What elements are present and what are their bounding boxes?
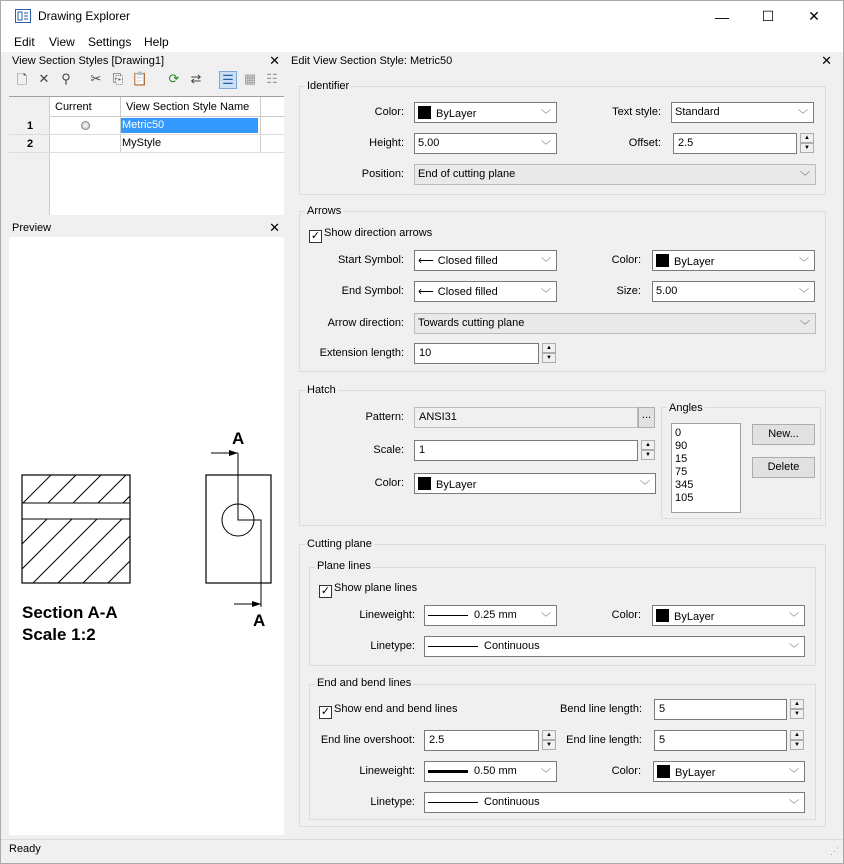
status-bar — [1, 839, 843, 863]
bend-line-length-spinner[interactable]: ▲ ▼ — [790, 699, 804, 720]
linetype-sample-icon — [428, 646, 478, 647]
size-select[interactable]: 5.00 ﹀ — [652, 281, 815, 302]
pattern-input[interactable]: ANSI31 — [414, 407, 638, 428]
chevron-down-icon: ﹀ — [541, 110, 551, 121]
status-text: Ready — [9, 843, 41, 855]
hatch-color-label: Color: — [374, 477, 404, 489]
plane-lines-label: Plane lines — [317, 560, 371, 572]
hatch-scale-label: Scale: — [373, 444, 404, 456]
cut-icon[interactable]: ✂ — [90, 71, 102, 86]
app-icon — [15, 9, 31, 23]
checkmark-icon: ✓ — [320, 585, 331, 597]
chevron-down-icon: ﹀ — [789, 800, 799, 811]
chevron-down-icon: ﹀ — [789, 613, 799, 624]
end-bend-lines-label: End and bend lines — [317, 677, 412, 689]
angles-list[interactable] — [671, 423, 741, 513]
hatch-color-select[interactable]: ByLayer ﹀ — [414, 473, 656, 494]
scale-caption: Scale 1:2 — [22, 625, 96, 644]
delete-icon[interactable]: ✕ — [38, 71, 50, 86]
start-symbol-select[interactable]: ⟵ Closed filled ﹀ — [414, 250, 557, 271]
edit-panel-title: Edit View Section Style: Metric50 — [291, 55, 453, 67]
table-row[interactable] — [9, 117, 284, 135]
pattern-label: Pattern: — [365, 411, 404, 423]
chevron-down-icon: ﹀ — [798, 110, 808, 121]
update-icon[interactable]: ⇄ — [190, 71, 202, 86]
hatch-scale-spinner[interactable]: ▲ ▼ — [641, 440, 655, 461]
new-style-icon[interactable]: 🗋 — [16, 72, 28, 87]
plane-lineweight-label: Lineweight: — [359, 609, 415, 621]
end-lineweight-select[interactable]: 0.50 mm ﹀ — [424, 761, 557, 782]
text-style-label: Text style: — [612, 106, 661, 118]
col-current-header[interactable]: Current — [55, 101, 92, 113]
current-indicator-icon[interactable] — [81, 121, 90, 130]
plane-color-label: Color: — [611, 609, 641, 621]
preview-panel-title: Preview — [12, 222, 52, 234]
menu-help[interactable]: Help — [144, 35, 169, 49]
checkmark-icon: ✓ — [310, 230, 321, 242]
set-current-icon[interactable]: ⟳ — [168, 71, 180, 86]
show-plane-lines-checkbox[interactable]: ✓ Show plane lines — [320, 582, 418, 597]
plane-color-select[interactable]: ByLayer ﹀ — [652, 605, 805, 626]
color-swatch-icon — [418, 106, 431, 119]
chevron-down-icon: ﹀ — [789, 644, 799, 655]
color-swatch-icon — [656, 609, 669, 622]
bend-line-length-input[interactable]: 5 — [654, 699, 787, 720]
hatch-scale-input[interactable]: 1 — [414, 440, 638, 461]
plane-linetype-label: Linetype: — [370, 640, 415, 652]
offset-spinner[interactable]: ▲ ▼ — [800, 133, 814, 154]
tree-view-icon[interactable]: ☷ — [266, 71, 278, 86]
col-name-header[interactable]: View Section Style Name — [126, 101, 250, 113]
offset-input[interactable]: 2.5 — [673, 133, 797, 154]
plane-lineweight-select[interactable]: 0.25 mm ﹀ — [424, 605, 557, 626]
end-lineweight-label: Lineweight: — [359, 765, 415, 777]
extension-length-label: Extension length: — [319, 347, 404, 359]
chevron-down-icon: ﹀ — [541, 289, 551, 300]
text-style-select[interactable]: Standard ﹀ — [671, 102, 814, 123]
section-marker-top: A — [232, 429, 245, 448]
end-line-length-label: End line length: — [566, 734, 642, 746]
lineweight-sample-icon — [428, 770, 468, 773]
chevron-down-icon: ﹀ — [541, 769, 551, 780]
height-select[interactable]: 5.00 ﹀ — [414, 133, 557, 154]
list-item[interactable]: 105 — [675, 492, 694, 504]
edit-panel-header — [288, 53, 836, 70]
new-angle-button[interactable]: New... — [752, 424, 815, 445]
chevron-down-icon: ﹀ — [799, 289, 809, 300]
menu-bar — [1, 32, 843, 52]
preview-canvas — [9, 237, 284, 835]
arrow-direction-select[interactable]: Towards cutting plane ﹀ — [414, 313, 816, 334]
row-header-column — [9, 97, 50, 215]
end-line-overshoot-input[interactable]: 2.5 — [424, 730, 539, 751]
end-linetype-select[interactable]: Continuous ﹀ — [424, 792, 805, 813]
color-swatch-icon — [657, 765, 670, 778]
table-row[interactable] — [9, 135, 284, 153]
edit-panel-close-icon[interactable]: ✕ — [821, 53, 832, 68]
offset-label: Offset: — [628, 137, 661, 149]
style-name-cell[interactable]: Metric50 — [121, 118, 258, 133]
end-line-length-spinner[interactable]: ▲ ▼ — [790, 730, 804, 751]
linetype-sample-icon — [428, 802, 478, 803]
cutting-plane-label: Cutting plane — [307, 538, 372, 550]
end-color-label: Color: — [611, 765, 641, 777]
list-item[interactable]: 345 — [675, 479, 694, 491]
show-direction-arrows-checkbox[interactable]: ✓ Show direction arrows — [310, 227, 433, 242]
styles-panel-close-icon[interactable]: ✕ — [269, 53, 280, 68]
resize-grip-icon[interactable]: ⋰ — [830, 846, 839, 856]
section-marker-bottom: A — [253, 611, 266, 630]
bend-line-length-label: Bend line length: — [560, 703, 642, 715]
copy-icon[interactable]: ⎘ — [112, 71, 124, 86]
purge-icon[interactable]: ⚲ — [61, 71, 71, 86]
chevron-down-icon: ﹀ — [541, 613, 551, 624]
end-color-select[interactable]: ByLayer ﹀ — [653, 761, 805, 782]
lineweight-sample-icon — [428, 615, 468, 616]
arrow-symbol-icon: ⟵ — [418, 286, 434, 298]
identifier-label: Identifier — [307, 80, 350, 92]
row-number: 2 — [27, 138, 34, 150]
style-name-cell[interactable]: MyStyle — [122, 137, 162, 149]
styles-grid — [9, 96, 284, 215]
menu-edit[interactable]: Edit — [14, 35, 35, 49]
chevron-down-icon: ﹀ — [541, 141, 551, 152]
section-caption: Section A-A — [22, 603, 118, 622]
show-end-bend-lines-checkbox[interactable]: ✓ Show end and bend lines — [320, 703, 458, 718]
styles-panel-title: View Section Styles [Drawing1] — [12, 55, 165, 67]
end-line-overshoot-label: End line overshoot: — [320, 734, 415, 746]
list-item[interactable]: 0 — [675, 427, 682, 439]
extension-length-spinner[interactable]: ▲ ▼ — [542, 343, 556, 364]
chevron-down-icon: ﹀ — [640, 481, 650, 492]
chevron-down-icon: ﹀ — [541, 258, 551, 269]
arrow-color-select[interactable]: ByLayer ﹀ — [652, 250, 815, 271]
height-label: Height: — [369, 137, 404, 149]
chevron-down-icon: ﹀ — [789, 769, 799, 780]
checkmark-icon: ✓ — [320, 706, 331, 718]
id-color-select[interactable]: ByLayer ﹀ — [414, 102, 557, 123]
end-line-overshoot-spinner[interactable]: ▲ ▼ — [542, 730, 556, 751]
paste-icon[interactable]: 📋 — [131, 71, 149, 86]
title-bar — [1, 1, 843, 32]
delete-angle-button[interactable]: Delete — [752, 457, 815, 478]
arrow-color-label: Color: — [611, 254, 641, 266]
end-symbol-select[interactable]: ⟵ Closed filled ﹀ — [414, 281, 557, 302]
minimize-button[interactable]: — — [715, 8, 729, 25]
arrow-symbol-icon: ⟵ — [418, 255, 434, 267]
start-symbol-label: Start Symbol: — [337, 254, 404, 266]
list-item[interactable]: 75 — [675, 466, 688, 478]
angles-label: Angles — [669, 402, 703, 414]
size-label: Size: — [616, 285, 641, 297]
hatch-label: Hatch — [307, 384, 336, 396]
id-color-label: Color: — [374, 106, 404, 118]
extension-length-input[interactable]: 10 — [414, 343, 539, 364]
browse-pattern-button[interactable]: ... — [638, 407, 655, 428]
grid-view-icon[interactable]: ▦ — [243, 71, 257, 86]
section-preview-drawing — [9, 237, 284, 835]
maximize-button[interactable]: ☐ — [761, 8, 775, 24]
styles-panel-header — [9, 53, 284, 70]
window-title: Drawing Explorer — [38, 9, 131, 23]
row-number: 1 — [27, 120, 34, 132]
arrow-direction-label: Arrow direction: — [327, 317, 404, 329]
end-line-length-input[interactable]: 5 — [654, 730, 787, 751]
menu-view[interactable]: View — [49, 35, 75, 49]
menu-settings[interactable]: Settings — [88, 35, 132, 49]
preview-panel-close-icon[interactable]: ✕ — [269, 220, 280, 235]
end-symbol-label: End Symbol: — [341, 285, 404, 297]
position-select[interactable]: End of cutting plane ﹀ — [414, 164, 816, 185]
preview-panel-header — [9, 220, 284, 237]
list-view-icon[interactable]: ☰ — [219, 71, 237, 89]
color-swatch-icon — [418, 477, 431, 490]
list-item[interactable]: 90 — [675, 440, 688, 452]
arrows-label: Arrows — [307, 205, 342, 217]
end-linetype-label: Linetype: — [370, 796, 415, 808]
chevron-down-icon: ﹀ — [800, 321, 810, 332]
close-button[interactable]: ✕ — [808, 8, 820, 24]
color-swatch-icon — [656, 254, 669, 267]
chevron-down-icon: ﹀ — [800, 172, 810, 183]
position-label: Position: — [361, 168, 404, 180]
plane-linetype-select[interactable]: Continuous ﹀ — [424, 636, 805, 657]
chevron-down-icon: ﹀ — [799, 258, 809, 269]
list-item[interactable]: 15 — [675, 453, 688, 465]
